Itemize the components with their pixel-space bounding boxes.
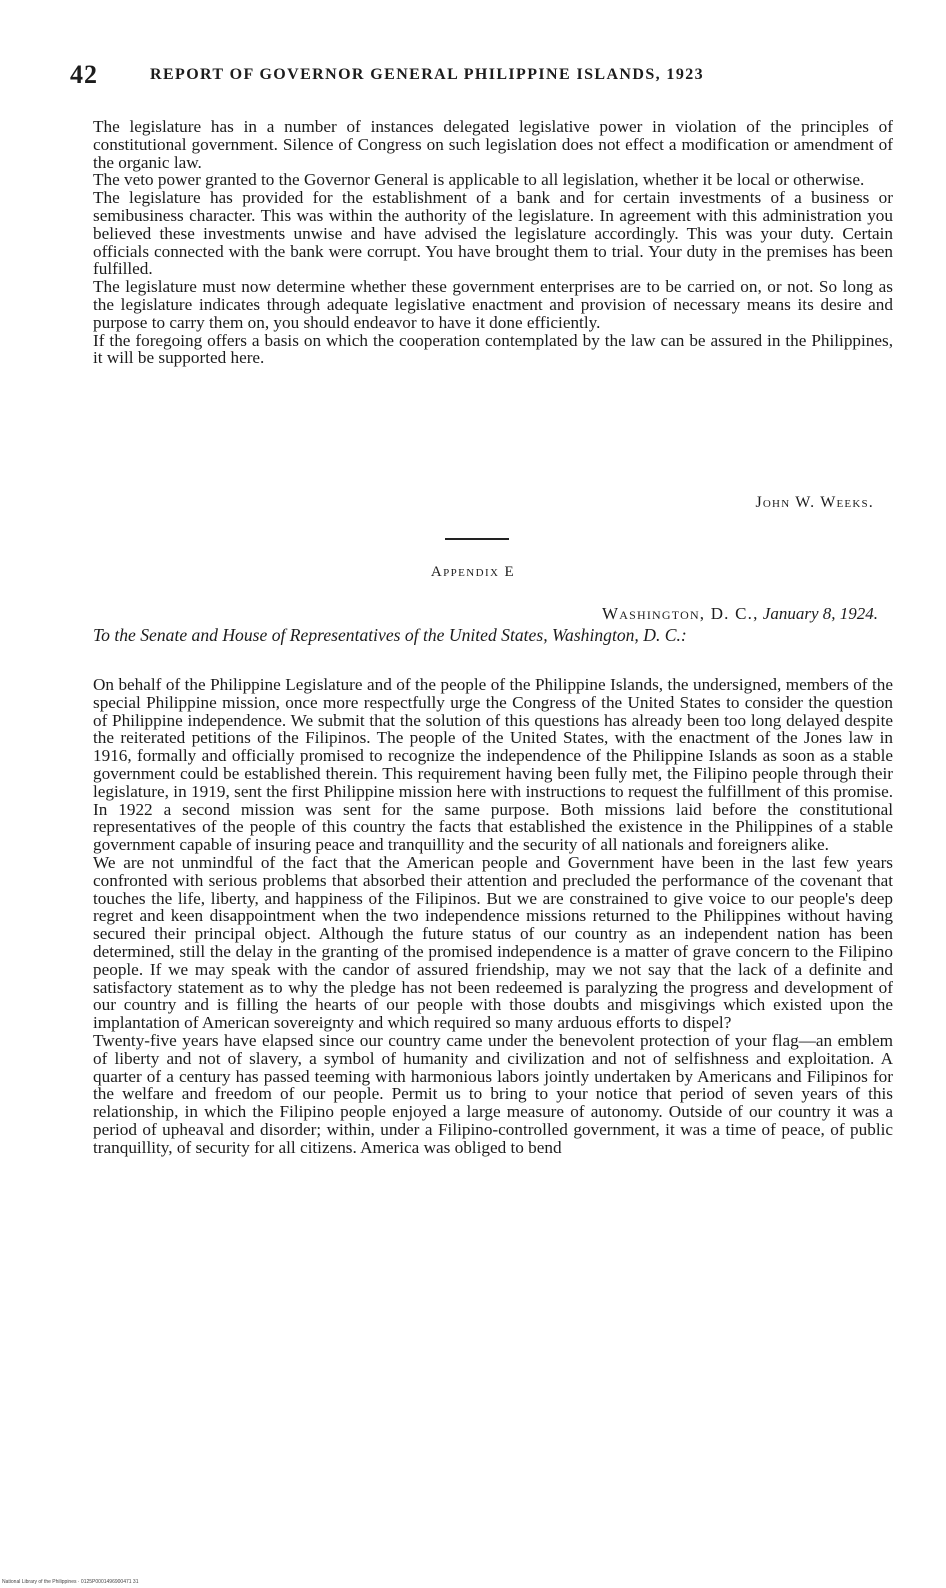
letter-body <box>93 118 893 367</box>
dateline-place: Washington, D. C., <box>601 604 759 623</box>
dateline-date: January 8, 1924. <box>762 604 878 623</box>
dateline <box>602 604 878 624</box>
paragraph: The legislature must now determine whether these government enterprises are to be carried on, or not. So long as the legislature indicates through adequate legislative enactment and provision of necessary means its desire and purpose to carry them on, you should endeavor to have it done efficiently. <box>93 277 893 332</box>
paragraph: If the foregoing offers a basis on which the cooperation contemplated by the law can be assured in the Philippines, it will be supported here. <box>93 330 893 368</box>
paragraph: On behalf of the Philippine Legislature and of the people of the Philippine Islands, the undersigned, members of the special Philippine mission, once more respectfully urge the Congress of the United States to consider the question of Philippine independence. We submit that the solution of this questions has already been too long delayed despite the reiterated petitions of the Filipinos. The people of the United States, with the enactment of the Jones law in 1916, formally and officially promised to recognize the independence of the Philippine Islands as soon as a stable government could be established therein. This requirement having been fully met, the Filipino people through their legislature, in 1919, sent the first Philippine mission here with instructions to request the fulfillment of this promise. In 1922 a second mission was sent for the same purpose. Both missions laid before the constitutional representatives of the people of this country the facts that established the existence in the Philippines of a stable government capable of insuring peace and tranquillity and the security of all nationals and foreigners alike. <box>93 675 893 855</box>
salutation: To the Senate and House of Representatives of the United States, Washington, D. C.: <box>93 625 687 645</box>
running-head: REPORT OF GOVERNOR GENERAL PHILIPPINE ISLANDS, 1923 <box>150 66 705 83</box>
signature: John W. Weeks. <box>755 494 874 511</box>
section-divider <box>445 538 509 540</box>
appendix-body <box>93 676 893 1157</box>
page-header <box>70 60 880 90</box>
paragraph: The veto power granted to the Governor General is applicable to all legislation, whether it be local or otherwise. <box>93 170 865 190</box>
paragraph: The legislature has in a number of instances delegated legislative power in violation of the principles of constitutional government. Silence of Congress on such legislation does not effect a modification or amendment of the organic law. <box>93 117 893 172</box>
paragraph: The legislature has provided for the establishment of a bank and for certain investments of a business or semibusiness character. This was within the authority of the legislature. In agreement with this administration you believed these investments unwise and have advised the legislature accordingly. This was your duty. Certain officials connected with the bank were corrupt. You have brought them to trial. Your duty in the premises has been fulfilled. <box>93 188 893 279</box>
appendix-title: Appendix E <box>430 564 516 580</box>
page-number: 42 <box>70 60 98 89</box>
scan-footer-note: National Library of the Philippines · 0125P0001496900471 31 <box>2 1579 139 1585</box>
paragraph: Twenty-five years have elapsed since our country came under the benevolent protection of your flag—an emblem of liberty and not of slavery, a symbol of humanity and civilization and not of selfishness and exploitation. A quarter of a century has passed teeming with harmonious labors jointly undertaken by Americans and Filipinos for the welfare and freedom of our people. Permit us to bring to your notice that period of seven years of this relationship, in which the Filipino people enjoyed a large measure of autonomy. Outside of our country it was a period of upheaval and disorder; within, under a Filipino-controlled government, it was a time of peace, of public tranquillity, of security for all citizens. America was obliged to bend <box>93 1030 893 1157</box>
paragraph: We are not unmindful of the fact that the American people and Government have been in the last few years confronted with serious problems that absorbed their attention and precluded the performance of the covenant that touches the life, liberty, and happiness of the Filipinos. But we are constrained to give voice to our people's deep regret and keen disappointment when the two independence missions returned to the Philippines without having secured their principal object. Although the future status of our country as an independent nation has been determined, still the delay in the granting of the promised independence is a matter of grave concern to the Filipino people. If we may speak with the candor of assured friendship, may we not say that the lack of a definite and satisfactory statement as to why the pledge has not been redeemed is paralyzing the progress and development of our country and is filling the hearts of our people with those doubts and misgivings which existed upon the implantation of American sovereignty and which required so many arduous efforts to dispel? <box>93 852 893 1033</box>
